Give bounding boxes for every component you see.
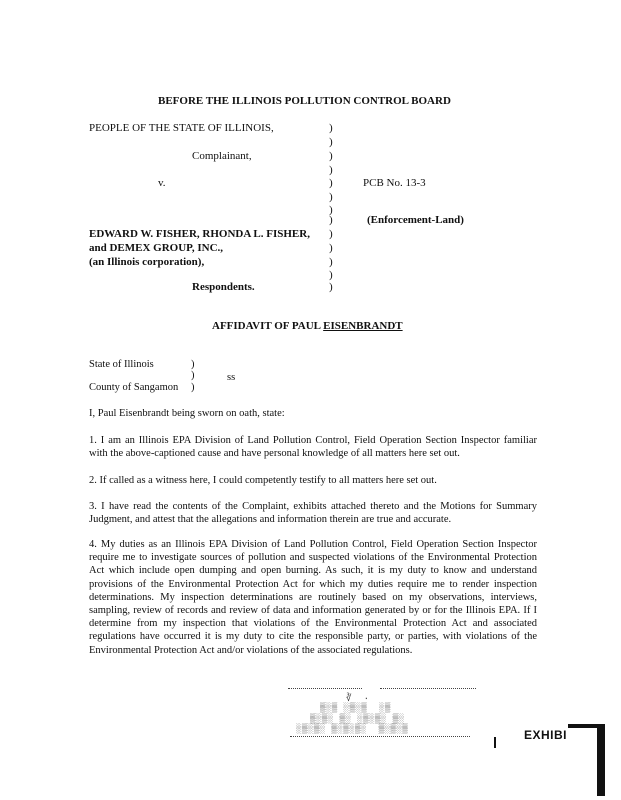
exhibit-tab-edge xyxy=(597,724,605,796)
affidavit-title xyxy=(212,320,403,332)
margin-tick xyxy=(494,737,496,748)
received-stamp: ∛ ∙ ▒░▒ ░▒░▒ ░▒ ▒░▒░ ▒░ ░▒░▒░ ▒░ ░▒░▒░ ▒░▒░▒░ ▒░▒░▒ xyxy=(280,686,480,738)
paragraph-3: 3. I have read the contents of the Complaint, exhibits attached thereto and the Motions for Summary Judgment, and attest that the allegations and information therein are true and accurate. xyxy=(89,501,537,526)
caption-case-type: (Enforcement-Land) xyxy=(367,214,464,226)
caption-defendant-line2: and DEMEX GROUP, INC., xyxy=(89,242,224,254)
affidavit-title-name: EISENBRANDT xyxy=(323,320,403,332)
venue-paren-3: ) xyxy=(191,382,195,393)
caption-plaintiff-role: Complainant, xyxy=(192,150,252,162)
paragraph-4: 4. My duties as an Illinois EPA Division of Land Pollution Control, Field Operation Section Inspector require me to investigate sources of pollution and suspected violations of the Environmental Protection Act which include open dumping and open burning. As such, it is my duty to know and understand provisions of the Environmental Protection Act for which my duties require me to render inspection determinations. My inspection determinations are routinely based on my observations, interviews, sampling, review of records and review of data and information generated by or for the Illinois EPA. If I determine from my inspection that violations of the Environmental Protection Act and associated regulations have occurred it is my duty to cite the responsible party, or parties, with violations of the Environmental Protection Act and/or violations of the associated regulations. xyxy=(89,539,537,656)
caption-defendant-line3: (an Illinois corporation), xyxy=(89,256,205,268)
caption-case-number: PCB No. 13-3 xyxy=(363,177,426,189)
venue-ss: ss xyxy=(227,372,236,383)
affidavit-title-prefix: AFFIDAVIT OF PAUL xyxy=(212,320,324,332)
venue-state: State of Illinois xyxy=(89,359,154,370)
venue-paren-1: ) xyxy=(191,359,195,370)
paragraph-2: 2. If called as a witness here, I could competently testify to all matters here set out. xyxy=(89,475,437,486)
exhibit-label: EXHIBI xyxy=(524,728,568,742)
caption-defendant-line1: EDWARD W. FISHER, RHONDA L. FISHER, xyxy=(89,228,310,240)
venue-county: County of Sangamon xyxy=(89,382,179,393)
board-header: BEFORE THE ILLINOIS POLLUTION CONTROL BOARD xyxy=(158,95,451,107)
paragraph-1: 1. I am an Illinois EPA Division of Land Pollution Control, Field Operation Section Inspector familiar with the above-captioned cause and have personal knowledge of all matters here set out. xyxy=(89,435,537,460)
caption-defendant-role: Respondents. xyxy=(192,281,255,293)
venue-paren-2: ) xyxy=(191,370,195,381)
caption-plaintiff: PEOPLE OF THE STATE OF ILLINOIS, xyxy=(89,122,274,134)
affiant-intro: I, Paul Eisenbrandt being sworn on oath, state: xyxy=(89,408,285,419)
caption-versus: v. xyxy=(158,177,166,189)
